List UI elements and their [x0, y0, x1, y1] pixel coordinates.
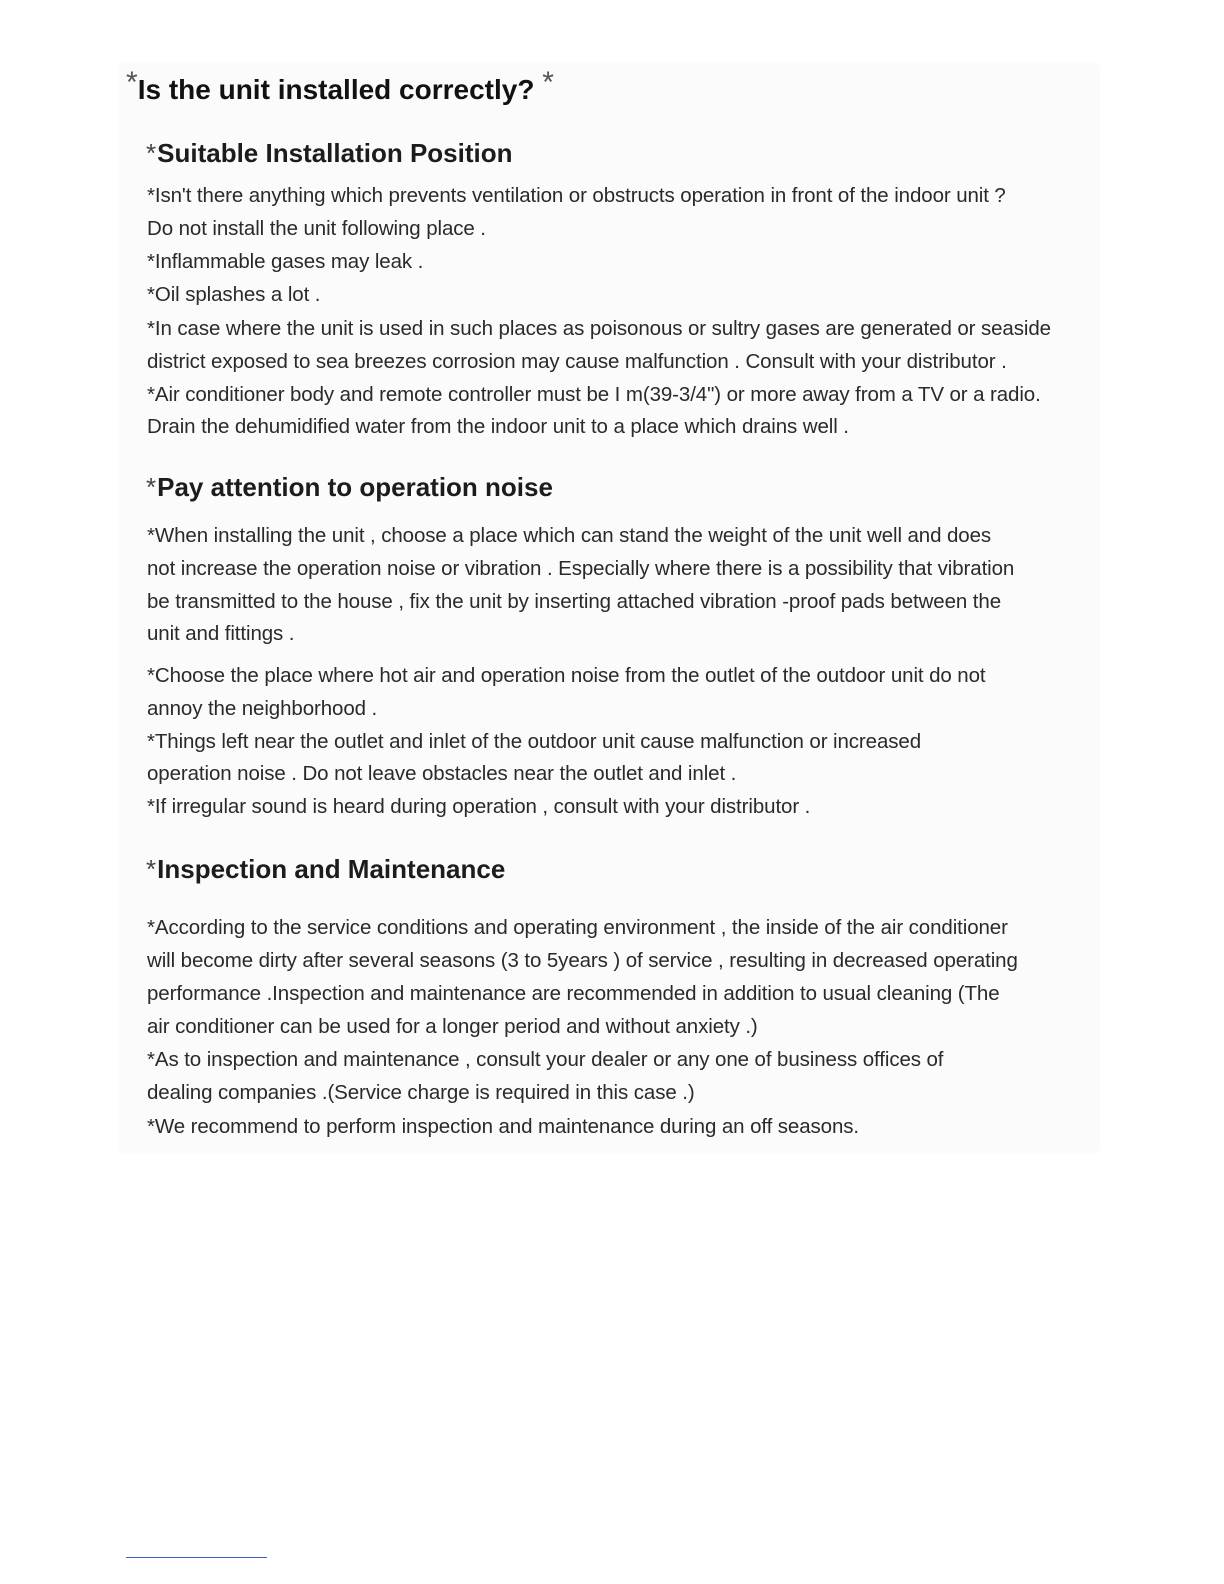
footnote-divider [126, 1557, 267, 1558]
text-line: *When installing the unit , choose a place which can stand the weight of the unit well and does [147, 524, 992, 547]
section-heading-text: Pay attention to operation noise [157, 472, 553, 502]
text-line: district exposed to sea breezes corrosion may cause malfunction . Consult with your distributor . [147, 350, 1007, 373]
page-title [126, 66, 554, 106]
text-line: Drain the dehumidified water from the indoor unit to a place which drains well . [147, 415, 849, 438]
text-line: Do not install the unit following place . [147, 217, 486, 240]
section-heading-text: Suitable Installation Position [157, 138, 513, 168]
section-heading-installation-position [146, 138, 513, 169]
heading-star: * [146, 472, 157, 502]
text-line: *Choose the place where hot air and operation noise from the outlet of the outdoor unit do not [147, 664, 986, 687]
text-line: *Oil splashes a lot . [147, 283, 321, 306]
section-heading-operation-noise [146, 472, 553, 503]
text-line: *According to the service conditions and operating environment , the inside of the air conditioner [147, 916, 1008, 939]
text-line: *As to inspection and maintenance , consult your dealer or any one of business offices of [147, 1048, 944, 1071]
text-line: will become dirty after several seasons (3 to 5years ) of service , resulting in decreased operating [147, 949, 1018, 972]
text-line: operation noise . Do not leave obstacles near the outlet and inlet . [147, 762, 737, 785]
text-line: not increase the operation noise or vibration . Especially where there is a possibility that vibration [147, 557, 1015, 580]
text-line: dealing companies .(Service charge is required in this case .) [147, 1081, 695, 1104]
heading-star: * [146, 854, 157, 884]
text-line: *If irregular sound is heard during operation , consult with your distributor . [147, 795, 811, 818]
text-line: *Isn't there anything which prevents ventilation or obstructs operation in front of the indoor unit ? [147, 184, 1006, 207]
section-heading-text: Inspection and Maintenance [157, 854, 506, 884]
title-star-left: * [126, 66, 138, 99]
heading-star: * [146, 138, 157, 168]
text-line: *Inflammable gases may leak . [147, 250, 424, 273]
section-heading-inspection-maintenance [146, 854, 505, 885]
text-line: *Things left near the outlet and inlet of the outdoor unit cause malfunction or increased [147, 730, 922, 753]
text-line: *We recommend to perform inspection and maintenance during an off seasons. [147, 1115, 860, 1138]
page-title-text: Is the unit installed correctly? [137, 74, 535, 105]
text-line: performance .Inspection and maintenance are recommended in addition to usual cleaning (The [147, 982, 1000, 1005]
text-line: air conditioner can be used for a longer period and without anxiety .) [147, 1015, 758, 1038]
text-line: be transmitted to the house , fix the unit by inserting attached vibration -proof pads between the [147, 590, 1002, 613]
text-line: *Air conditioner body and remote controller must be I m(39-3/4") or more away from a TV or a radio. [147, 383, 1041, 406]
text-line: unit and fittings . [147, 622, 295, 645]
text-line: annoy the neighborhood . [147, 697, 378, 720]
text-line: *In case where the unit is used in such places as poisonous or sultry gases are generated or seaside [147, 317, 1051, 340]
title-star-right: * [542, 66, 554, 99]
